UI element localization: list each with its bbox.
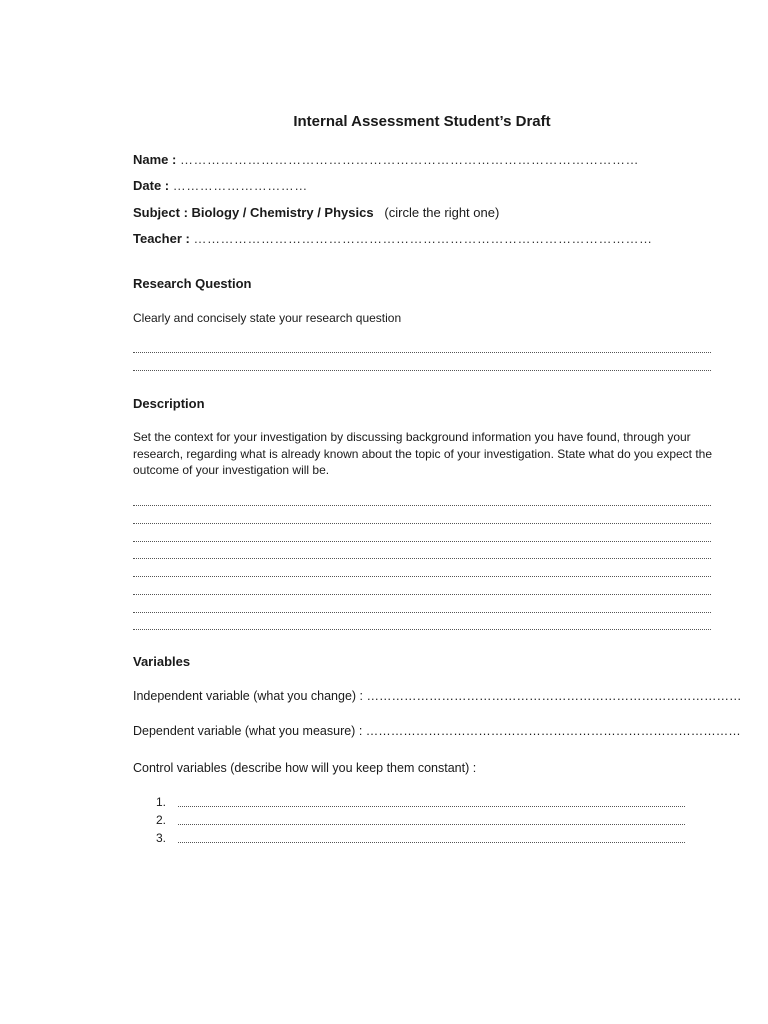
control-item-number: 1.	[156, 795, 167, 809]
research-answer-line[interactable]	[133, 352, 711, 353]
date-label: Date :	[133, 178, 170, 193]
page-title: Internal Assessment Student’s Draft	[293, 113, 551, 130]
name-field	[133, 152, 639, 167]
dependent-variable[interactable]: Dependent variable (what you measure) : ………………………………………………………………………………	[133, 724, 741, 738]
variables-heading: Variables	[133, 654, 191, 669]
name-label: Name :	[133, 152, 177, 167]
description-answer-line[interactable]	[133, 629, 711, 630]
control-item-number: 2.	[156, 813, 167, 827]
subject-note: (circle the right one)	[384, 205, 500, 220]
research-answer-line[interactable]	[133, 370, 711, 371]
description-heading: Description	[133, 396, 205, 411]
control-item-line[interactable]	[178, 806, 685, 807]
teacher-label: Teacher :	[133, 231, 190, 246]
description-answer-line[interactable]	[133, 541, 711, 542]
date-field	[133, 178, 308, 193]
control-item-line[interactable]	[178, 842, 685, 843]
description-answer-line[interactable]	[133, 594, 711, 595]
description-answer-line[interactable]	[133, 505, 711, 506]
description-answer-line[interactable]	[133, 523, 711, 524]
subject-field	[133, 205, 499, 220]
research-heading: Research Question	[133, 276, 252, 291]
name-blank[interactable]: …………………………………………………………………………………………	[179, 152, 639, 167]
subject-label: Subject : Biology / Chemistry / Physics	[133, 205, 374, 220]
teacher-field	[133, 231, 652, 246]
control-variables-label: Control variables (describe how will you keep them constant) :	[133, 761, 477, 775]
description-answer-line[interactable]	[133, 576, 711, 577]
description-answer-line[interactable]	[133, 558, 711, 559]
research-prompt: Clearly and concisely state your research question	[133, 311, 402, 325]
control-item-line[interactable]	[178, 824, 685, 825]
description-answer-line[interactable]	[133, 612, 711, 613]
date-blank[interactable]: …………………………	[172, 178, 308, 193]
description-prompt: Set the context for your investigation by discussing background information you have found, through your research, regarding what is already known about the topic of your investigation. State what do you expect the outcome of your investigation will be.	[133, 430, 713, 477]
control-item-number: 3.	[156, 831, 167, 845]
teacher-blank[interactable]: …………………………………………………………………………………………	[193, 231, 653, 246]
independent-variable[interactable]: Independent variable (what you change) : ………………………………………………………………………………	[133, 689, 742, 703]
